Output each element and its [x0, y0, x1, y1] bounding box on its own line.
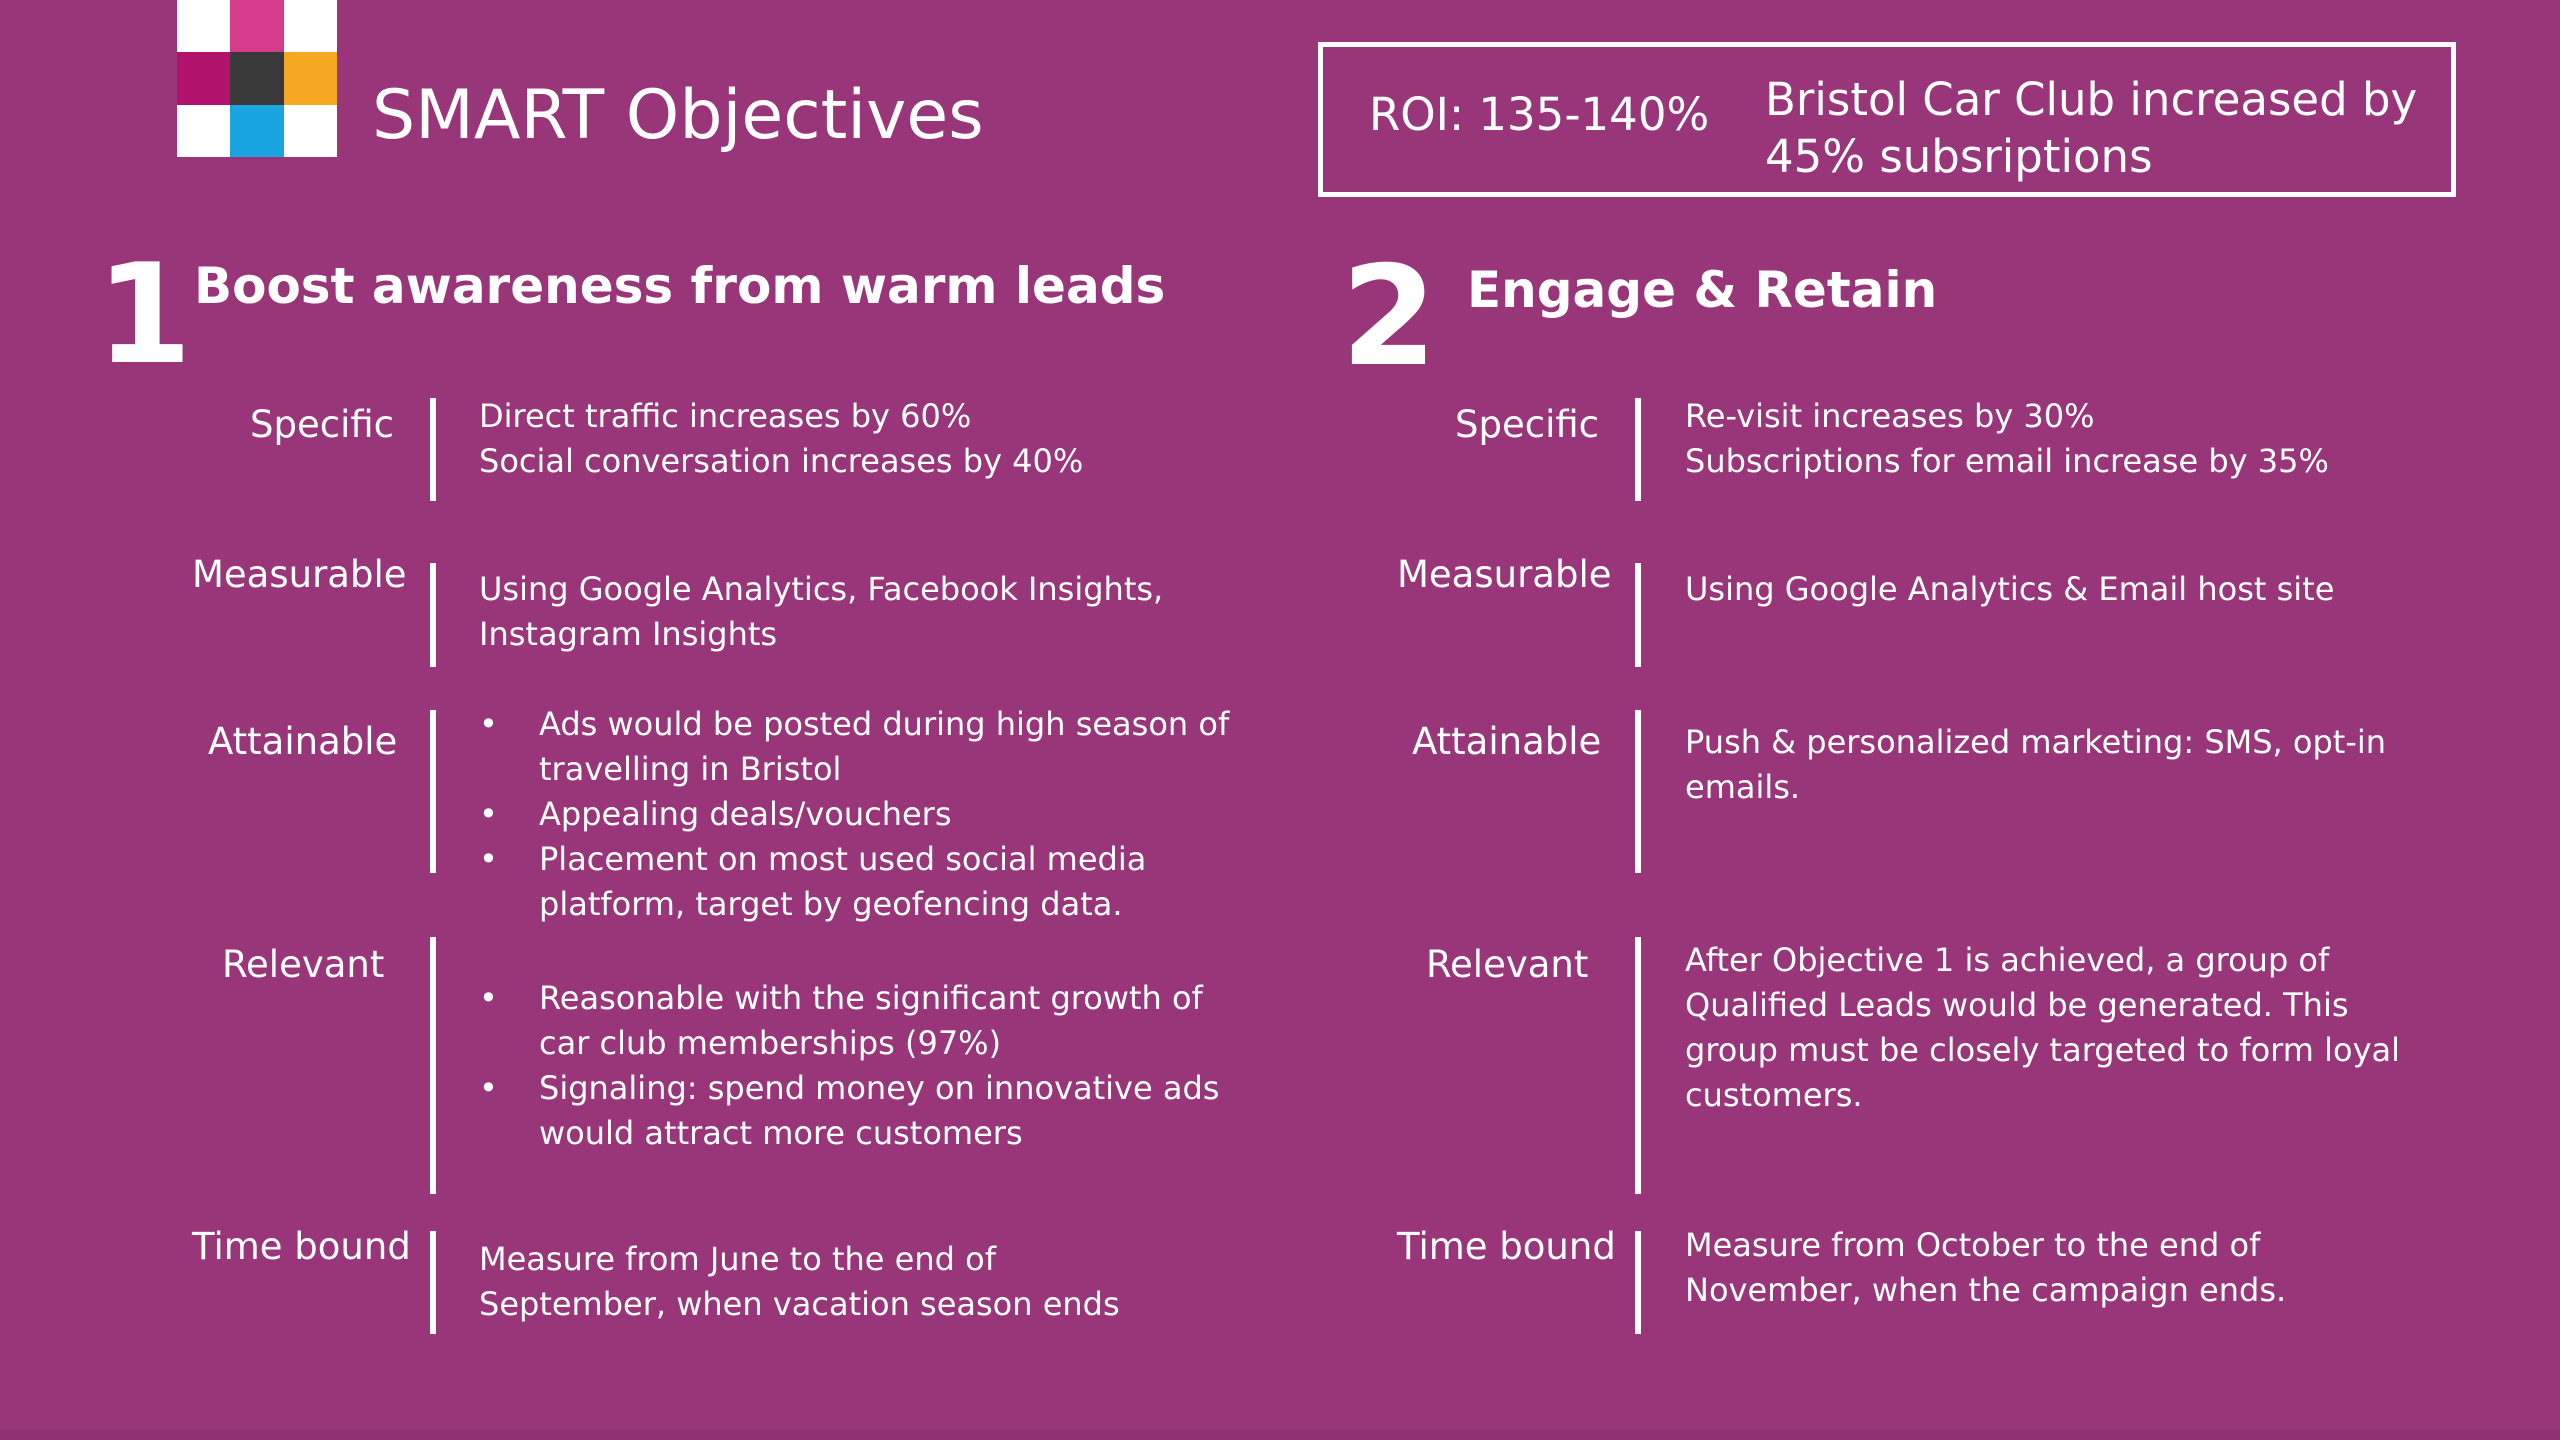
text-line: Direct traffic increases by 60%	[479, 397, 972, 435]
logo-cell	[284, 52, 337, 104]
divider-line	[1635, 710, 1641, 873]
objective-2-measurable-text	[1685, 567, 2334, 612]
logo-cell	[230, 105, 283, 157]
logo-cell	[177, 0, 230, 52]
divider-line	[430, 937, 436, 1194]
objective-2-timebound-label: Time bound	[1397, 1225, 1616, 1268]
list-item	[479, 1066, 1219, 1156]
text-line: customers.	[1685, 1076, 1863, 1114]
objective-1-number: 1	[96, 234, 193, 395]
text-line: Re-visit increases by 30%	[1685, 397, 2095, 435]
text-line: • Ads would be posted during high season of	[539, 705, 1230, 743]
logo-cell	[177, 105, 230, 157]
roi-result-text	[1765, 71, 2417, 185]
objective-1-specific-text	[479, 394, 1083, 484]
divider-line	[430, 710, 436, 873]
text-line: travelling in Bristol	[539, 750, 842, 788]
logo-cell	[284, 105, 337, 157]
objective-1-relevant-list	[479, 976, 1219, 1156]
text-line: Using Google Analytics & Email host site	[1685, 570, 2335, 608]
roi-callout-box	[1318, 42, 2456, 197]
divider-line	[430, 1231, 436, 1334]
divider-line	[1635, 1231, 1641, 1334]
text-line: group must be closely targeted to form loyal	[1685, 1031, 2400, 1069]
objective-2-specific-label: Specific	[1455, 403, 1600, 446]
objective-2-specific-text	[1685, 394, 2329, 484]
objective-1-timebound-text	[479, 1237, 1120, 1327]
text-line: Using Google Analytics, Facebook Insights,	[479, 570, 1164, 608]
objective-1-measurable-label: Measurable	[192, 553, 407, 596]
objective-1-relevant-label: Relevant	[222, 943, 385, 986]
text-line: Instagram Insights	[479, 615, 778, 653]
text-line: • Placement on most used social media	[539, 840, 1147, 878]
logo-cell	[230, 0, 283, 52]
objective-2-relevant-label: Relevant	[1426, 943, 1589, 986]
text-line: Measure from October to the end of	[1685, 1226, 2261, 1264]
divider-line	[1635, 398, 1641, 501]
text-line: Measure from June to the end of	[479, 1240, 996, 1278]
list-item	[479, 702, 1229, 792]
roi-label: ROI: 135-140%	[1369, 88, 1710, 141]
objective-1-attainable-list	[479, 702, 1229, 927]
objective-2-heading: Engage & Retain	[1467, 261, 1938, 319]
text-line: After Objective 1 is achieved, a group of	[1685, 941, 2330, 979]
objective-2-timebound-text	[1685, 1223, 2286, 1313]
text-line: • Signaling: spend money on innovative ads	[539, 1069, 1220, 1107]
logo-cell	[230, 52, 283, 104]
objective-1-heading: Boost awareness from warm leads	[194, 257, 1166, 315]
objective-1-measurable-text	[479, 567, 1163, 657]
objective-2-attainable-label: Attainable	[1412, 720, 1602, 763]
list-item	[479, 792, 1229, 837]
bottom-band	[0, 1430, 2560, 1440]
text-line: • Appealing deals/vouchers	[539, 795, 952, 833]
divider-line	[430, 563, 436, 667]
divider-line	[1635, 937, 1641, 1194]
text-line: car club memberships (97%)	[539, 1024, 1002, 1062]
objective-1-timebound-label: Time bound	[192, 1225, 411, 1268]
logo-cell	[284, 0, 337, 52]
logo-cell	[177, 52, 230, 104]
text-line: November, when the campaign ends.	[1685, 1271, 2287, 1309]
page-title: SMART Objectives	[372, 76, 984, 155]
text-line: Push & personalized marketing: SMS, opt-in	[1685, 723, 2387, 761]
divider-line	[430, 398, 436, 501]
logo-grid-icon	[177, 0, 337, 157]
text-line: would attract more customers	[539, 1114, 1023, 1152]
text-line: September, when vacation season ends	[479, 1285, 1120, 1323]
objective-2-number: 2	[1341, 236, 1438, 397]
text-line: emails.	[1685, 768, 1801, 806]
text-line: Subscriptions for email increase by 35%	[1685, 442, 2329, 480]
objective-1-attainable-label: Attainable	[208, 720, 398, 763]
objective-1-specific-label: Specific	[250, 403, 395, 446]
text-line: Qualified Leads would be generated. This	[1685, 986, 2349, 1024]
list-item	[479, 976, 1219, 1066]
list-item	[479, 837, 1229, 927]
text-line: • Reasonable with the significant growth of	[539, 979, 1203, 1017]
roi-result-line: 45% subsriptions	[1765, 130, 2153, 183]
divider-line	[1635, 563, 1641, 667]
roi-result-line: Bristol Car Club increased by	[1765, 73, 2418, 126]
objective-2-attainable-text	[1685, 720, 2386, 810]
objective-2-relevant-text	[1685, 938, 2400, 1118]
text-line: Social conversation increases by 40%	[479, 442, 1084, 480]
text-line: platform, target by geofencing data.	[539, 885, 1123, 923]
objective-2-measurable-label: Measurable	[1397, 553, 1612, 596]
